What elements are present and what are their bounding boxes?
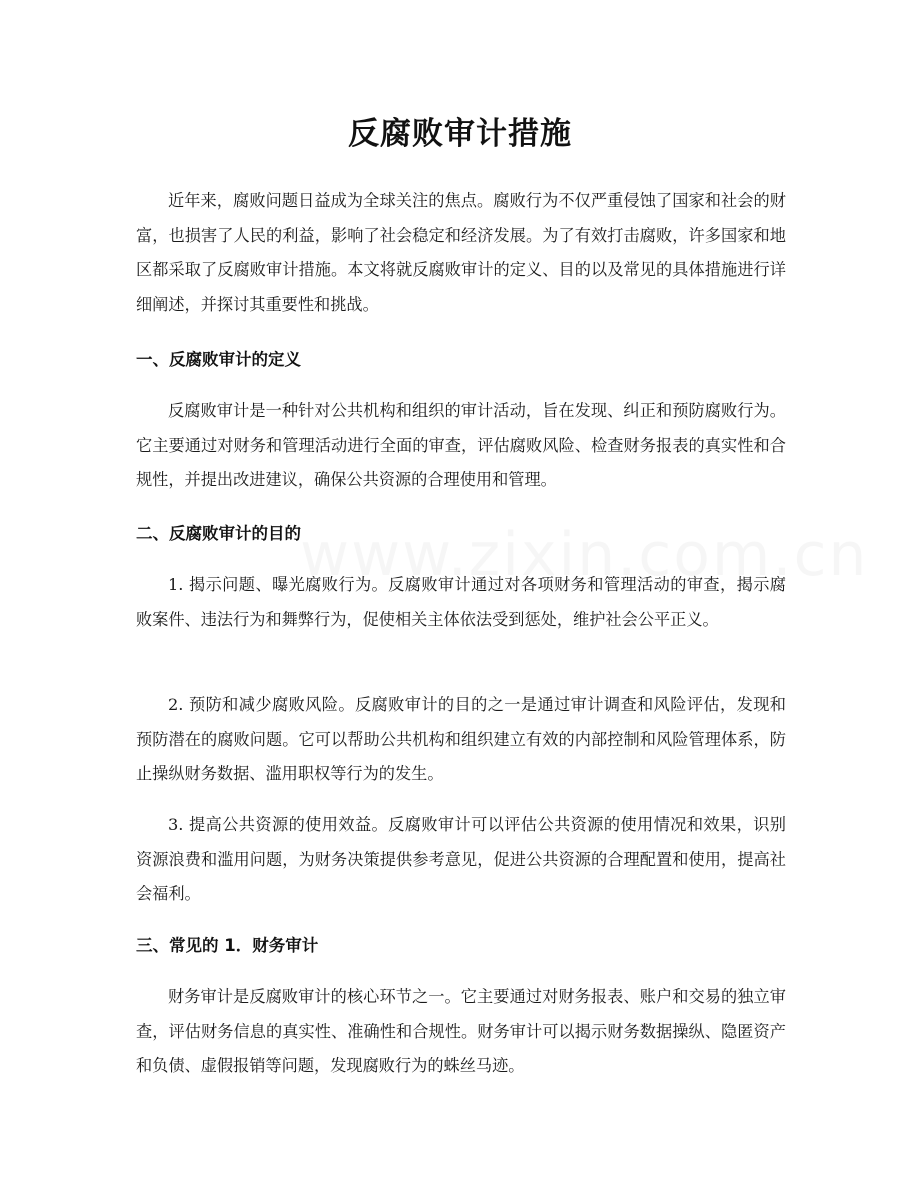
section-2-item-3: 3. 提高公共资源的使用效益。反腐败审计可以评估公共资源的使用情况和效果，识别资源浪费和滥用问题，为财务决策提供参考意见，促进公共资源的合理配置和使用，提高社会福利。 bbox=[136, 815, 786, 903]
section-3-paragraph: 财务审计是反腐败审计的核心环节之一。它主要通过对财务报表、账户和交易的独立审查，评估财务信息的真实性、准确性和合规性。财务审计可以揭示财务数据操纵、隐匿资产和负债、虚假报销等问题，发现腐败行为的蛛丝马迹。 bbox=[136, 987, 786, 1075]
intro-paragraph: 近年来，腐败问题日益成为全球关注的焦点。腐败行为不仅严重侵蚀了国家和社会的财富，也损害了人民的利益，影响了社会稳定和经济发展。为了有效打击腐败，许多国家和地区都采取了反腐败审计措施。本文将就反腐败审计的定义、目的以及常见的具体措施进行详细阐述，并探讨其重要性和挑战。 bbox=[136, 191, 786, 314]
section-2-item-2: 2. 预防和减少腐败风险。反腐败审计的目的之一是通过审计调查和风险评估，发现和预防潜在的腐败问题。它可以帮助公共机构和组织建立有效的内部控制和风险管理体系，防止操纵财务数据、滥用职权等行为的发生。 bbox=[136, 695, 786, 783]
section-1-paragraph: 反腐败审计是一种针对公共机构和组织的审计活动，旨在发现、纠正和预防腐败行为。它主要通过对财务和管理活动进行全面的审查，评估腐败风险、检查财务报表的真实性和合规性，并提出改进建议，确保公共资源的合理使用和管理。 bbox=[136, 401, 786, 489]
section-2-heading: 二、反腐败审计的目的 bbox=[136, 524, 301, 543]
document-title: 反腐败审计措施 bbox=[348, 116, 572, 152]
section-2-item-1: 1. 揭示问题、曝光腐败行为。反腐败审计通过对各项财务和管理活动的审查，揭示腐败案件、违法行为和舞弊行为，促使相关主体依法受到惩处，维护社会公平正义。 bbox=[136, 575, 786, 629]
section-3-heading: 三、常见的 1．财务审计 bbox=[136, 936, 319, 955]
section-1-heading: 一、反腐败审计的定义 bbox=[136, 350, 301, 369]
